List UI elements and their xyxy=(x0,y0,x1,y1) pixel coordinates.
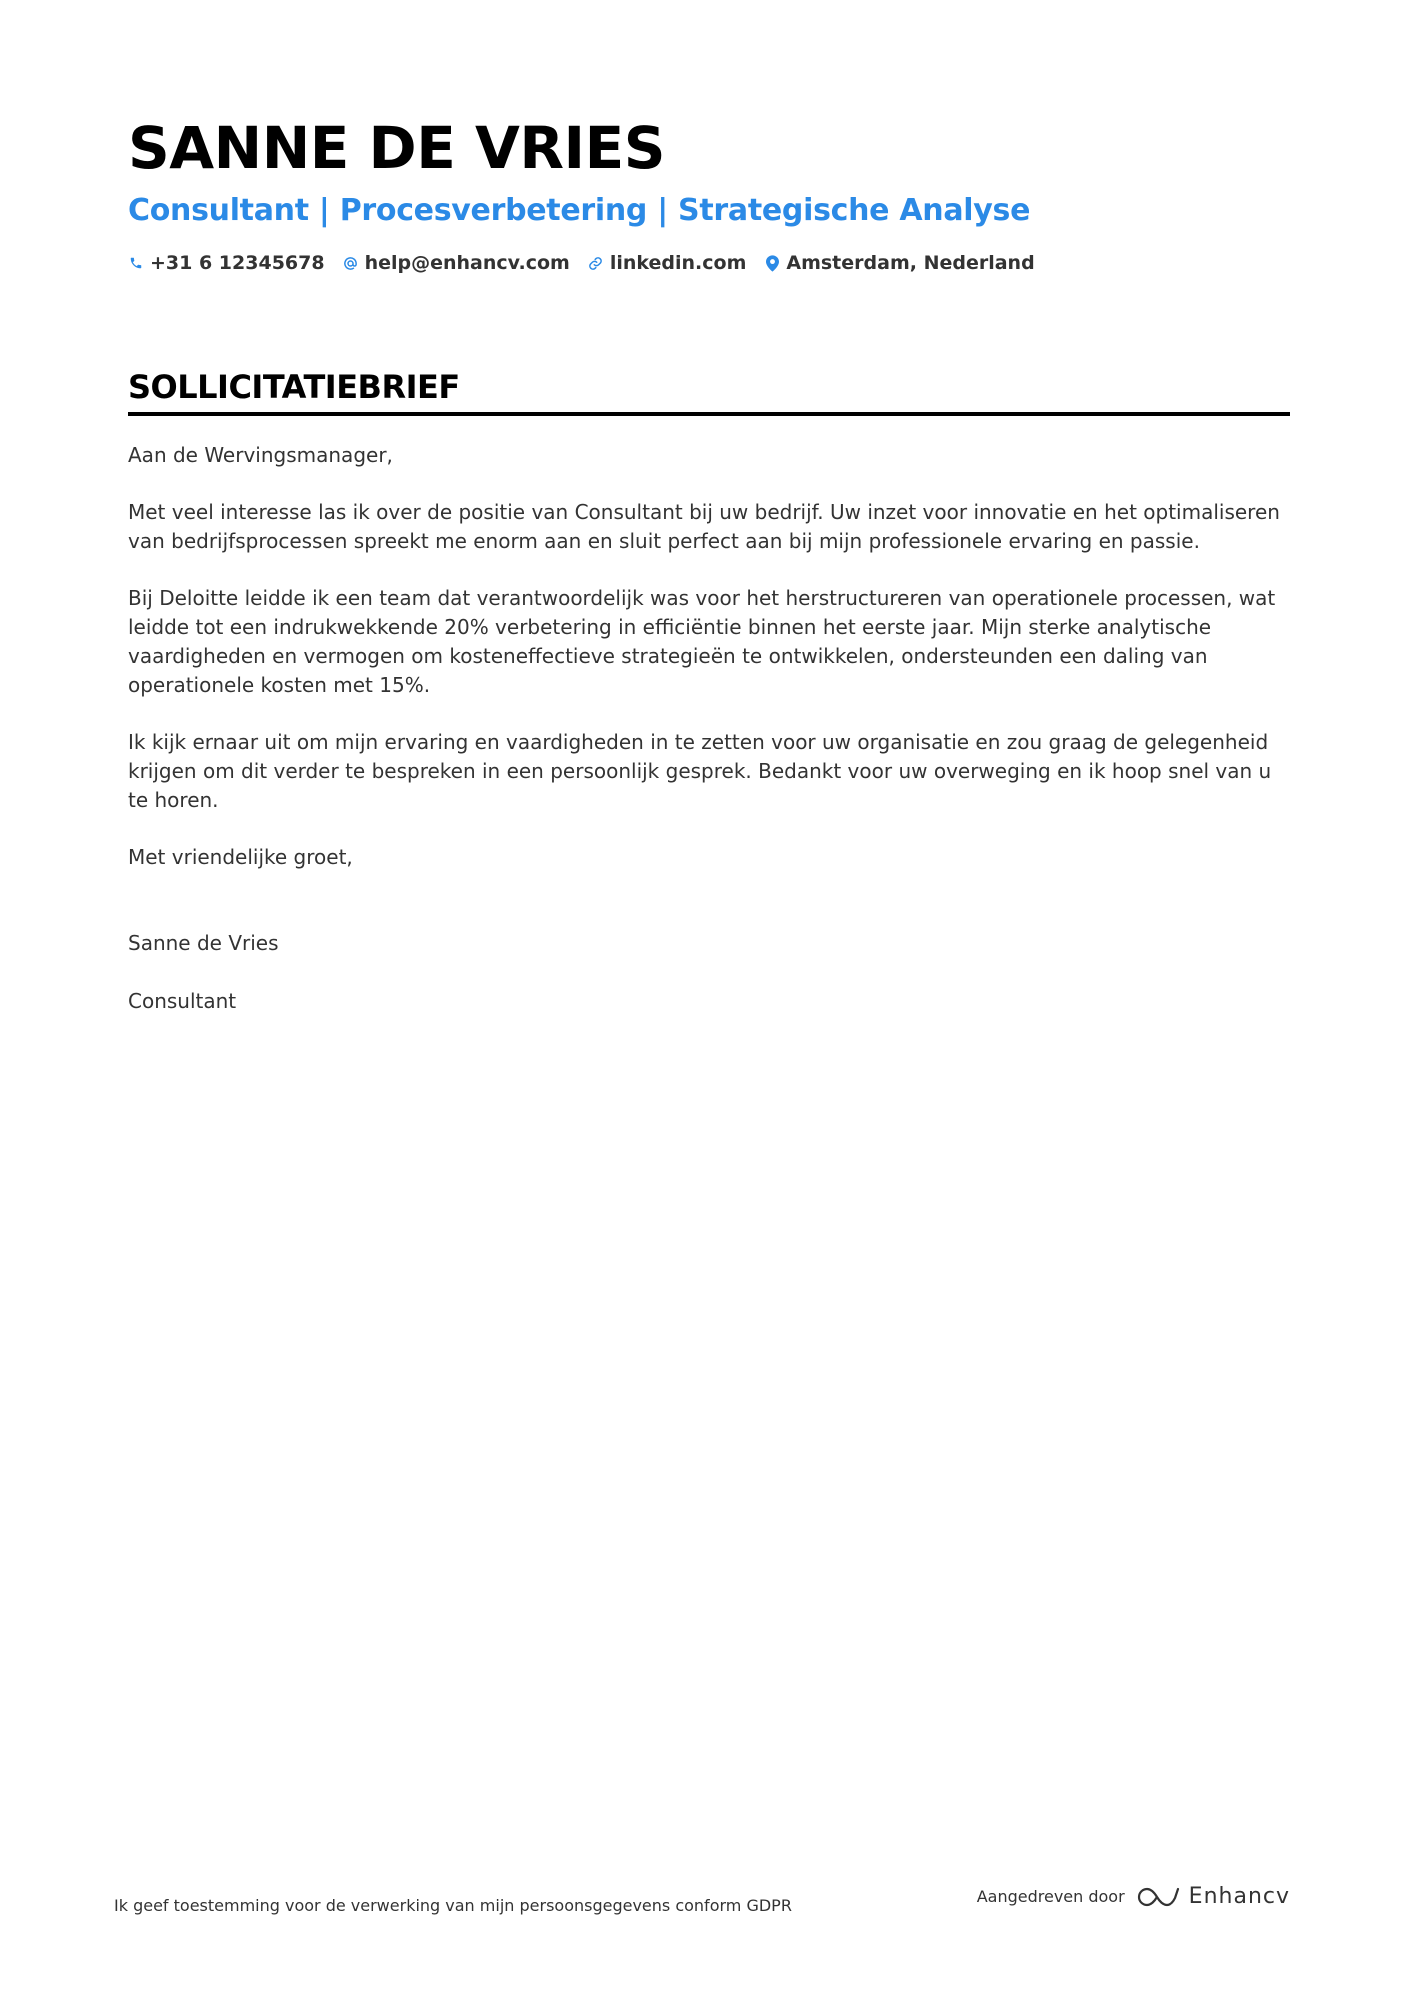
contact-phone xyxy=(128,252,325,274)
salutation: Aan de Wervingsmanager, xyxy=(128,443,393,467)
paragraph: Bij Deloitte leidde ik een team dat verantwoordelijk was voor het herstructureren van operationele processen, wat leidde tot een indrukwekkende 20% verbetering in efficiëntie binnen het eerste jaar. Mijn sterke analytische vaardigheden en vermogen om kosteneffectieve strategieën te ontwikkelen, ondersteunden een daling van operationele kosten met 15%. xyxy=(128,586,1276,697)
brand-name: Enhancv xyxy=(1188,1884,1290,1909)
applicant-subtitle: Consultant | Procesverbetering | Strategische Analyse xyxy=(128,193,1031,228)
location-pin-icon xyxy=(764,253,780,273)
gdpr-consent: Ik geef toestemming voor de verwerking van mijn persoonsgegevens conform GDPR xyxy=(114,1896,792,1915)
applicant-name: SANNE DE VRIES xyxy=(128,114,666,182)
contact-linkedin[interactable] xyxy=(588,252,747,274)
enhancv-logo-icon xyxy=(1135,1885,1181,1909)
contact-bar xyxy=(128,252,1290,274)
linkedin-url: linkedin.com xyxy=(609,252,747,274)
contact-location xyxy=(764,252,1034,274)
section-title: SOLLICITATIEBRIEF xyxy=(128,366,1290,416)
letter-body xyxy=(128,441,1290,1044)
closing: Met vriendelijke groet, xyxy=(128,845,353,869)
signature-title: Consultant xyxy=(128,989,237,1013)
contact-email[interactable] xyxy=(343,252,570,274)
email-address: help@enhancv.com xyxy=(364,252,570,274)
paragraph: Met veel interesse las ik over de positie van Consultant bij uw bedrijf. Uw inzet voor innovatie en het optimaliseren van bedrijfsprocessen spreekt me enorm aan en sluit perfect aan bij mijn professionele ervaring en passie. xyxy=(128,500,1280,553)
signature-name: Sanne de Vries xyxy=(128,931,279,955)
at-icon xyxy=(343,253,359,273)
link-icon xyxy=(588,253,604,273)
paragraph: Ik kijk ernaar uit om mijn ervaring en vaardigheden in te zetten voor uw organisatie en zou graag de gelegenheid krijgen om dit verder te bespreken in een persoonlijk gesprek. Bedankt voor uw overweging en ik hoop snel van u te horen. xyxy=(128,730,1272,812)
location-text: Amsterdam, Nederland xyxy=(786,252,1035,274)
phone-icon xyxy=(128,253,144,273)
powered-by xyxy=(977,1884,1290,1909)
powered-by-label: Aangedreven door xyxy=(976,1887,1125,1906)
enhancv-logo[interactable] xyxy=(1135,1884,1290,1909)
header xyxy=(128,110,1290,274)
phone-number: +31 6 12345678 xyxy=(150,252,325,274)
